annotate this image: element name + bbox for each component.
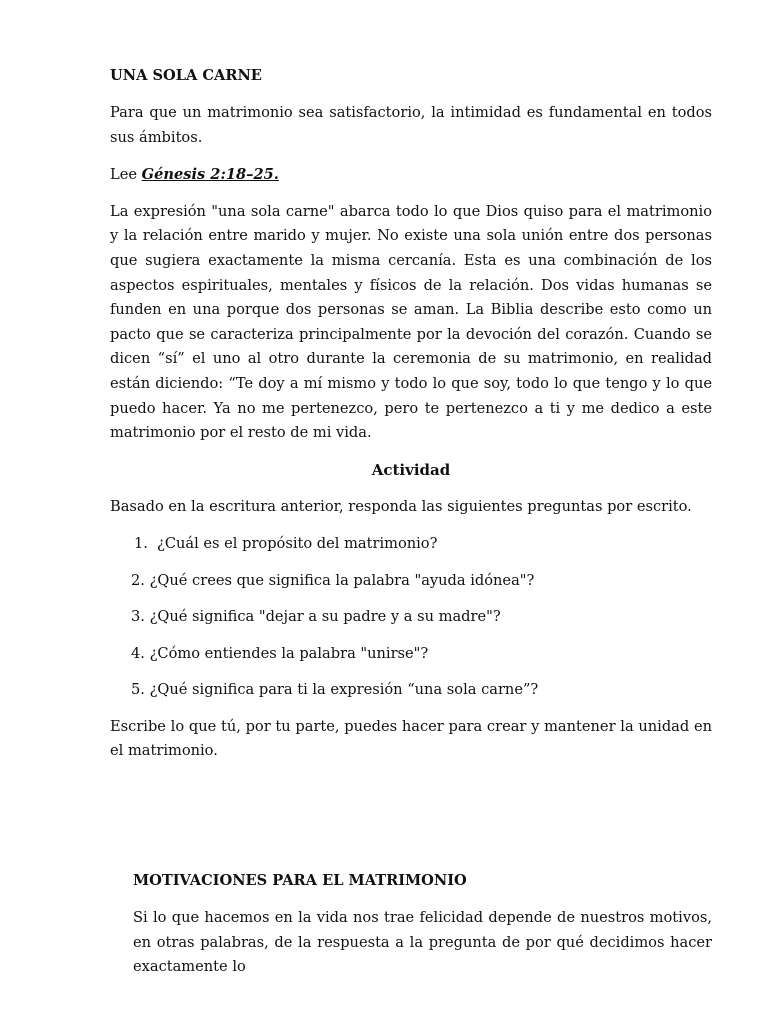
intro-paragraph: Para que un matrimonio sea satisfactorio, la intimidad es fundamental en todos sus ámbitos. — [110, 104, 712, 146]
question-text: ¿Qué significa "dejar a su padre y a su madre"? — [149, 608, 501, 626]
question-item — [110, 678, 712, 703]
question-list — [110, 532, 712, 703]
body-paragraph: La expresión "una sola carne" abarca todo lo que Dios quiso para el matrimonio y la relación entre marido y mujer. No existe una sola unión entre dos personas que sugiera exactamente la misma cercanía. Esta es una combinación de los aspectos espirituales, mentales y físicos de la relación. Dos vidas humanas se funden en una porque dos personas se aman. La Biblia describe esto como un pacto que se caracteriza principalmente por la devoción del corazón. Cuando se dicen “sí” el uno al otro durante la ceremonia de su matrimonio, en realidad están diciendo: “Te doy a mí mismo y todo lo que soy, todo lo que tengo y lo que puedo hacer. Ya no me pertenezco, pero te pertenezco a ti y me dedico a este matrimonio por el resto de mi vida. — [110, 202, 712, 442]
reading-prefix: Lee — [110, 166, 142, 184]
question-item — [110, 605, 712, 630]
question-number: 4. — [131, 644, 145, 662]
activity-instructions: Basado en la escritura anterior, responda las siguientes preguntas por escrito. — [110, 498, 692, 516]
question-number: 1. — [134, 534, 148, 552]
section-title: MOTIVACIONES PARA EL MATRIMONIO — [133, 872, 467, 889]
section-title: UNA SOLA CARNE — [110, 67, 262, 84]
question-text: ¿Cuál es el propósito del matrimonio? — [157, 534, 438, 552]
question-number: 5. — [131, 681, 145, 699]
question-text: ¿Qué crees que significa la palabra "ayuda idónea"? — [149, 571, 535, 589]
question-item — [110, 642, 712, 667]
body-paragraph: Si lo que hacemos en la vida nos trae felicidad depende de nuestros motivos, en otras palabras, de la respuesta a la pregunta de por qué decidimos hacer exactamente lo — [133, 909, 712, 976]
question-item — [110, 569, 712, 594]
section-motivaciones — [133, 869, 712, 980]
question-text: ¿Qué significa para ti la expresión “una sola carne”? — [149, 681, 539, 699]
question-item — [110, 532, 712, 557]
question-text: ¿Cómo entiendes la palabra "unirse"? — [149, 644, 429, 662]
reading-reference — [110, 163, 712, 188]
activity-heading: Actividad — [371, 460, 451, 479]
scripture-reference: Génesis 2:18–25. — [141, 166, 279, 184]
section-una-sola-carne — [110, 64, 712, 764]
closing-paragraph: Escribe lo que tú, por tu parte, puedes hacer para crear y mantener la unidad en el matrimonio. — [110, 717, 712, 760]
question-number: 3. — [131, 608, 145, 626]
question-number: 2. — [131, 571, 145, 589]
